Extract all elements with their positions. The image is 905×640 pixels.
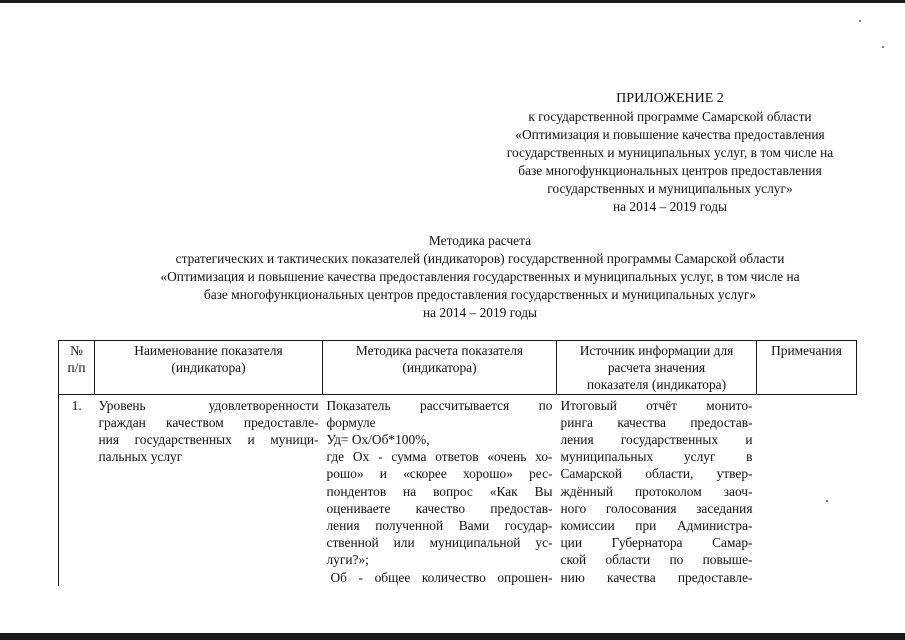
methodology-title: Методика расчета <box>428 233 532 248</box>
formula-line: Уд= Ох/Об*100%, <box>326 432 430 448</box>
text-line: оцениваете качество предостав- <box>326 500 553 516</box>
header-number: № п/п <box>59 341 95 395</box>
appendix-line: государственных и муниципальных услуг, в том числе на <box>506 145 834 160</box>
text-line: Об - общее количество опрошен- <box>330 569 553 585</box>
scan-top-edge <box>0 0 905 3</box>
text-line: ления государственных и <box>560 432 753 448</box>
text-line: ного голосования заседания <box>560 500 753 516</box>
appendix-line: базе многофункциональных центров предоставления <box>518 163 822 178</box>
text-line: формуле <box>326 414 376 430</box>
text-line: ции Губернатора Самар- <box>560 535 753 551</box>
text-line: граждан качеством предоставле- <box>98 414 319 430</box>
text-line: где Ох - сумма ответов «очень хо- <box>326 449 553 465</box>
text-line: пондентов на вопрос «Как Вы <box>326 483 553 499</box>
text-line: ния государственных и муници- <box>98 432 319 448</box>
text-line: комиссии при Администра- <box>560 518 753 534</box>
row-calculation-method <box>323 394 557 586</box>
table-header-row <box>59 341 857 395</box>
text-line: ственной или муниципальной ус- <box>326 535 553 551</box>
text-line: Итоговый отчёт монито- <box>560 397 753 413</box>
text-line: луги?»; <box>326 552 369 568</box>
scan-speck <box>882 46 884 48</box>
methodology-line: на 2014 – 2019 годы <box>422 305 538 320</box>
text-line: ринга качества предостав- <box>560 414 753 430</box>
methodology-header <box>60 232 900 322</box>
header-indicator-name: Наименование показателя (индикатора) <box>95 341 323 395</box>
text-line: ской области по повыше- <box>560 552 753 568</box>
text-line: Уровень удовлетворенности <box>98 397 319 413</box>
indicators-table <box>58 340 857 586</box>
text-line: Показатель рассчитывается по <box>326 397 553 413</box>
text-line: ления полученной Вами государ- <box>326 518 553 534</box>
methodology-line: стратегических и тактических показателей (индикаторов) государственной программы Самарской области <box>175 251 785 266</box>
header-notes: Примечания <box>757 341 857 395</box>
row-indicator-name <box>95 394 323 586</box>
scan-speck <box>859 20 861 22</box>
row-information-source <box>557 394 757 586</box>
appendix-title: ПРИЛОЖЕНИЕ 2 <box>616 91 724 106</box>
appendix-line: «Оптимизация и повышение качества предоставления <box>515 127 825 142</box>
methodology-line: базе многофункциональных центров предоставления государственных и муниципальных услуг» <box>203 287 757 302</box>
table-row <box>59 394 857 586</box>
appendix-line: государственных и муниципальных услуг» <box>547 181 793 196</box>
appendix-line: на 2014 – 2019 годы <box>612 199 728 214</box>
text-line: рошо» и «скорее хорошо» рес- <box>326 466 553 482</box>
text-line: пальных услуг <box>98 449 183 465</box>
text-line: нию качества предоставле- <box>560 569 753 585</box>
scan-bottom-edge <box>0 633 905 640</box>
appendix-line: к государственной программе Самарской области <box>528 109 812 124</box>
row-number: 1. <box>59 394 95 586</box>
methodology-line: «Оптимизация и повышение качества предоставления государственных и муниципальных услуг, в том числе на <box>160 269 800 284</box>
header-calculation-method: Методика расчета показателя (индикатора) <box>323 341 557 395</box>
row-notes <box>757 394 857 586</box>
header-information-source: Источник информации для расчета значения показателя (индикатора) <box>557 341 757 395</box>
text-line: муниципальных услуг в <box>560 449 753 465</box>
text-line: Самарской области, утвер- <box>560 466 753 482</box>
appendix-header <box>440 90 900 216</box>
text-line: ждённый протоколом заоч- <box>560 483 753 499</box>
